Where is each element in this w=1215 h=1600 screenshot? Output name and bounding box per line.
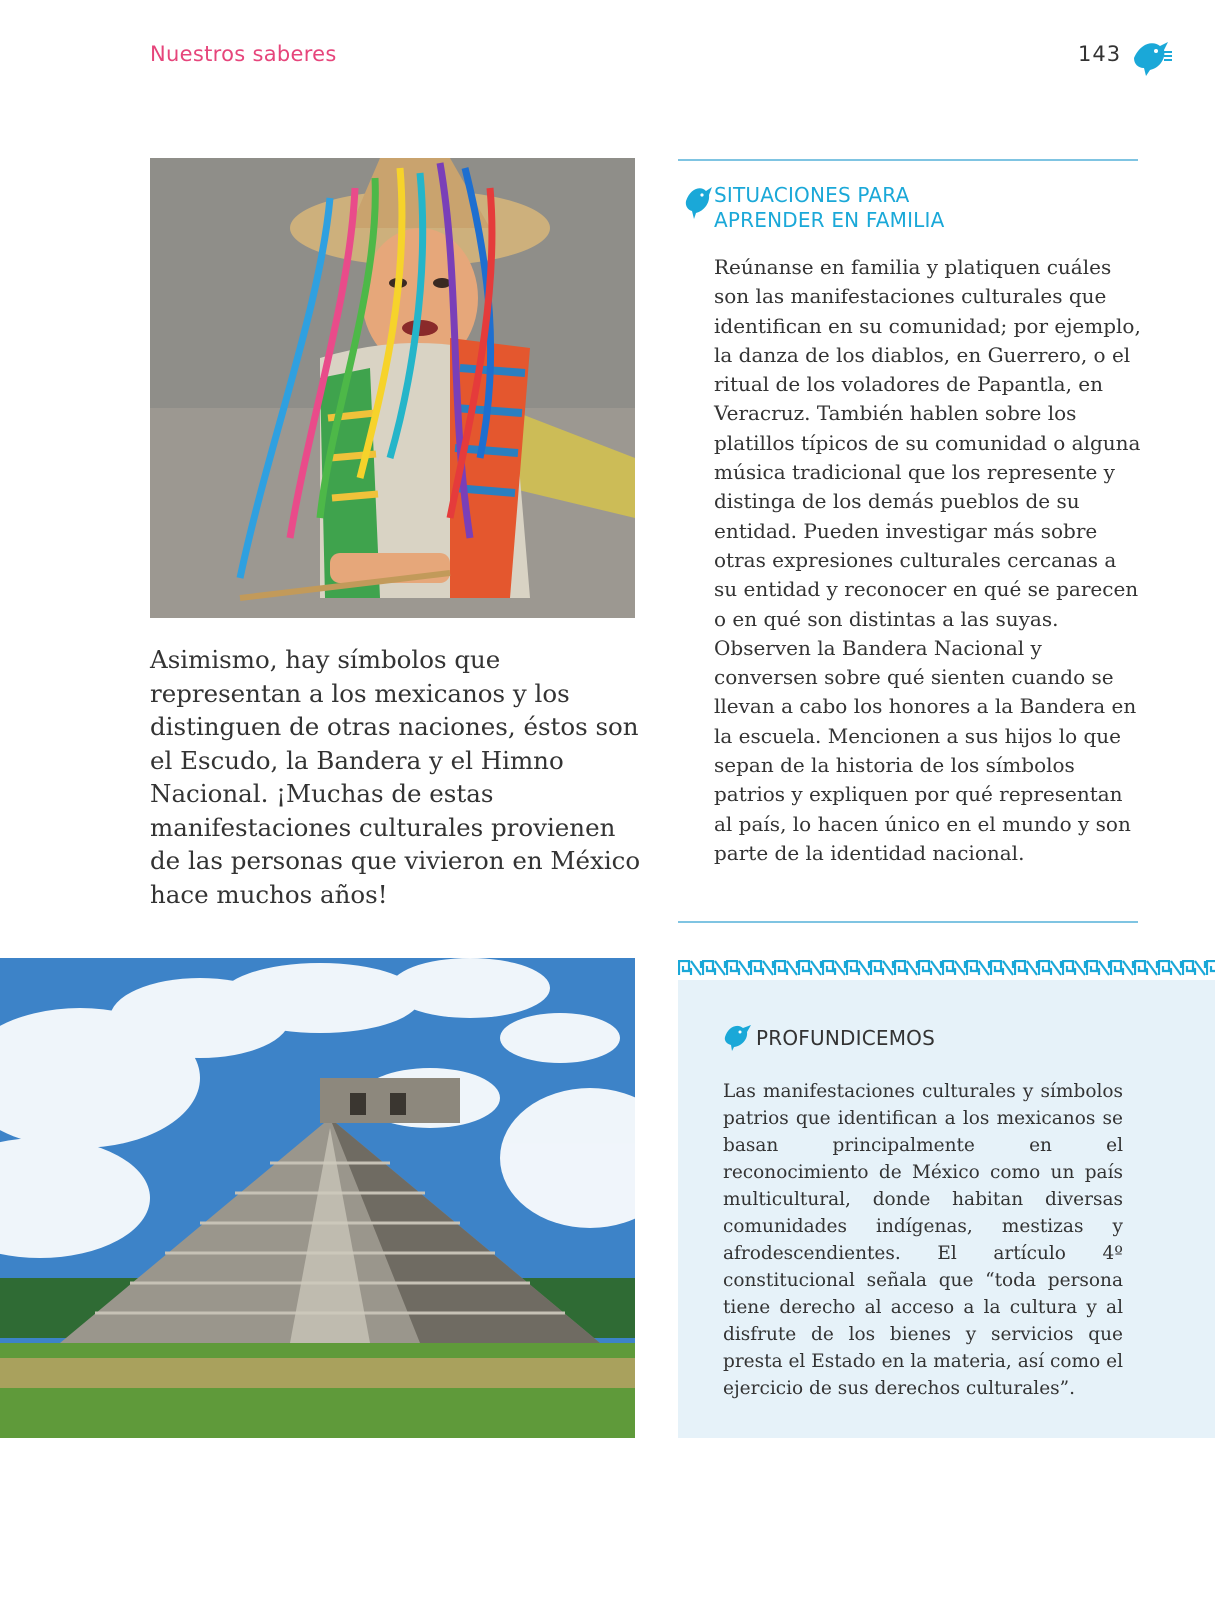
family-heading-line2: APRENDER EN FAMILIA — [714, 208, 945, 232]
deepen-text: Las manifestaciones culturales y símbolos patrios que identifican a los mexicanos se basan principalmente en el reconocimiento de México como un país multicultural, donde habitan diversas comunidades indígenas, mestizas y afrodescendientes. El artículo 4º constitucional señala que “toda persona tiene derecho al acceso a la cultura y al disfrute de los bienes y servicios que presta el Estado en la materia, así como el ejercicio de sus derechos culturales”. — [723, 1081, 1123, 1399]
section-title: Nuestros saberes — [150, 42, 337, 66]
greca-border — [678, 960, 1215, 976]
dancer-photo — [150, 158, 635, 618]
body-paragraph: Asimismo, hay símbolos que representan a los mexicanos y los distinguen de otras naciones, éstos son el Escudo, la Bandera y el Himno Nacional. ¡Muchas de estas manifestaciones culturales provienen de las personas que vivieron en México hace muchos años! — [150, 645, 641, 909]
family-heading — [714, 183, 945, 233]
family-text: Reúnanse en familia y platiquen cuáles son las manifestaciones culturales que identifican en su comunidad; por ejemplo, la danza de los diablos, en Guerrero, o el ritual de los voladores de Papantla, en Veracruz. También hablen sobre los platillos típicos de su comunidad o alguna música tradicional que los represente y distinga de los demás pueblos de su entidad. Pueden investigar más sobre otras expresiones culturales cercanas a su entidad y reconocer en qué se parecen o en qué son distintas a las suyas. Observen la Bandera Nacional y conversen sobre qué sienten cuando se llevan a cabo los honores a la Bandera en la escuela. Mencionen a sus hijos lo que sepan de la historia de los símbolos patrios y expliquen por qué representan al país, lo hacen único en el mundo y son parte de la identidad nacional. — [714, 255, 1141, 865]
family-heading-line1: SITUACIONES PARA — [714, 183, 910, 207]
deepen-heading: PROFUNDICEMOS — [756, 1026, 935, 1050]
page-number: 143 — [1078, 42, 1122, 66]
hummingbird-icon — [722, 1022, 754, 1052]
hummingbird-icon — [682, 183, 714, 221]
hummingbird-icon — [1130, 38, 1174, 78]
family-learning-box — [678, 159, 1141, 923]
pyramid-photo — [0, 958, 635, 1438]
deepen-box — [678, 980, 1215, 1438]
